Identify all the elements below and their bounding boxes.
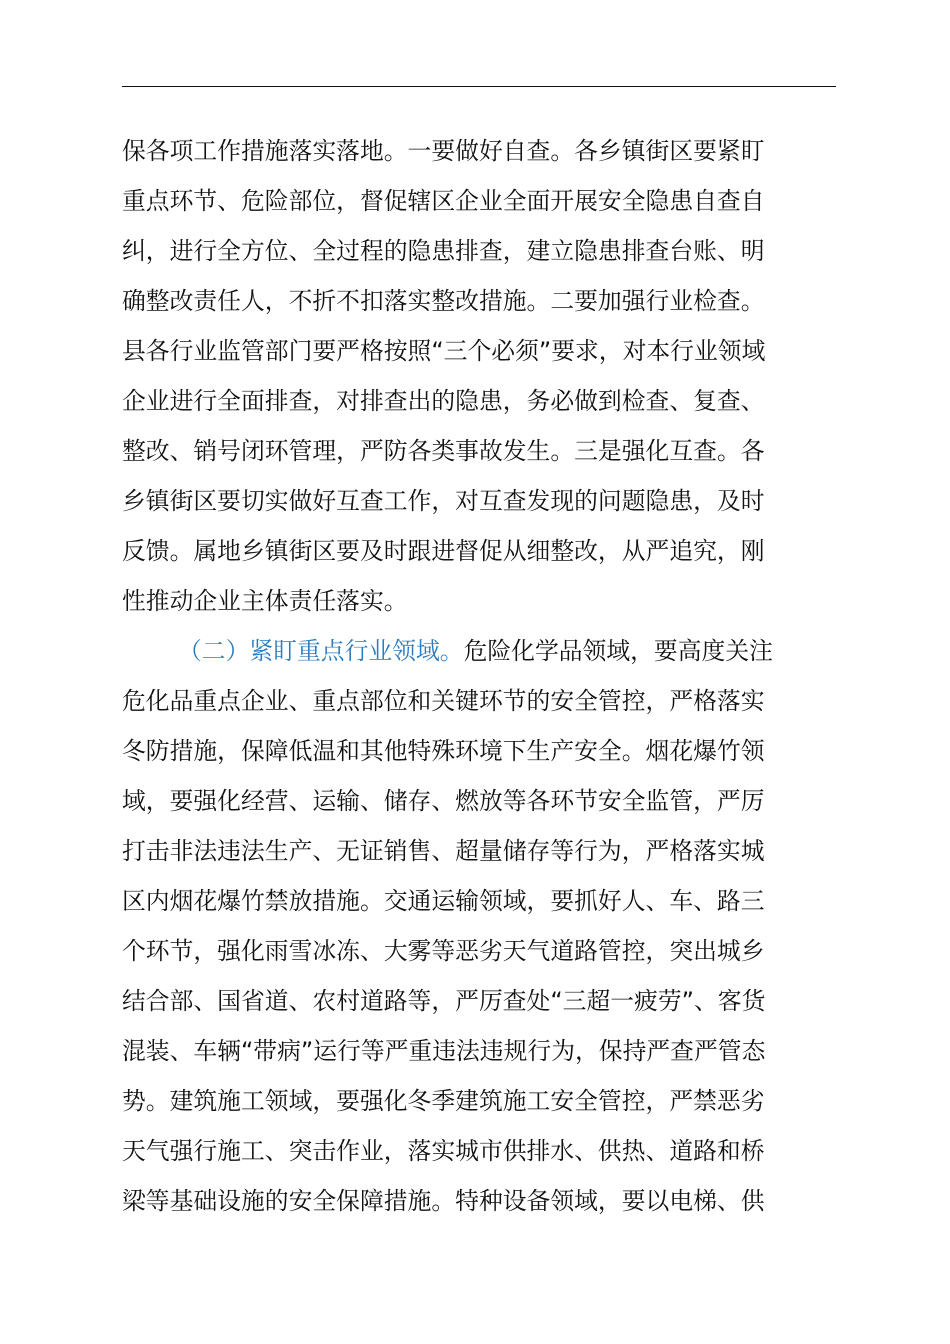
paragraph-line: 反馈。属地乡镇街区要及时跟进督促从细整改，从严追究，刚 <box>122 537 765 565</box>
paragraph-line: 乡镇街区要切实做好互查工作，对互查发现的问题隐患，及时 <box>122 487 765 515</box>
paragraph-line: 冬防措施，保障低温和其他特殊环境下生产安全。烟花爆竹领 <box>122 737 765 765</box>
section-first-line-text: 危险化学品领域，要高度关注 <box>463 637 773 665</box>
section-first-line <box>122 626 836 676</box>
section-heading: （二）紧盯重点行业领域。 <box>178 637 464 665</box>
paragraph-line: 势。建筑施工领域，要强化冬季建筑施工安全管控，严禁恶劣 <box>122 1087 765 1115</box>
paragraph-line: 梁等基础设施的安全保障措施。特种设备领域，要以电梯、供 <box>122 1187 765 1215</box>
paragraph-line: 区内烟花爆竹禁放措施。交通运输领域，要抓好人、车、路三 <box>122 887 765 915</box>
paragraph-line: 混装、车辆“带病”运行等严重违法违规行为，保持严查严管态 <box>122 1037 766 1065</box>
paragraph-line: 保各项工作措施落实落地。一要做好自查。各乡镇街区要紧盯 <box>122 137 765 165</box>
paragraph-line: 确整改责任人，不折不扣落实整改措施。二要加强行业检查。 <box>122 287 765 315</box>
paragraph-line: 个环节，强化雨雪冰冻、大雾等恶劣天气道路管控，突出城乡 <box>122 937 765 965</box>
paragraph-line: 域，要强化经营、运输、储存、燃放等各环节安全监管，严厉 <box>122 787 765 815</box>
paragraph-line: 打击非法违法生产、无证销售、超量储存等行为，严格落实城 <box>122 837 765 865</box>
paragraph-line: 企业进行全面排查，对排查出的隐患，务必做到检查、复查、 <box>122 387 765 415</box>
document-body <box>122 126 836 1226</box>
paragraph-line: 纠，进行全方位、全过程的隐患排查，建立隐患排查台账、明 <box>122 237 765 265</box>
paragraph-line: 重点环节、危险部位，督促辖区企业全面开展安全隐患自查自 <box>122 187 765 215</box>
paragraph-line: 天气强行施工、突击作业，落实城市供排水、供热、道路和桥 <box>122 1137 765 1165</box>
header-rule <box>122 86 836 87</box>
paragraph-line: 县各行业监管部门要严格按照“三个必须”要求，对本行业领域 <box>122 337 766 365</box>
paragraph-line: 危化品重点企业、重点部位和关键环节的安全管控，严格落实 <box>122 687 765 715</box>
paragraph-line: 结合部、国省道、农村道路等，严厉查处“三超一疲劳”、客货 <box>122 987 766 1015</box>
paragraph-line: 性推动企业主体责任落实。 <box>122 587 408 615</box>
paragraph-line: 整改、销号闭环管理，严防各类事故发生。三是强化互查。各 <box>122 437 765 465</box>
